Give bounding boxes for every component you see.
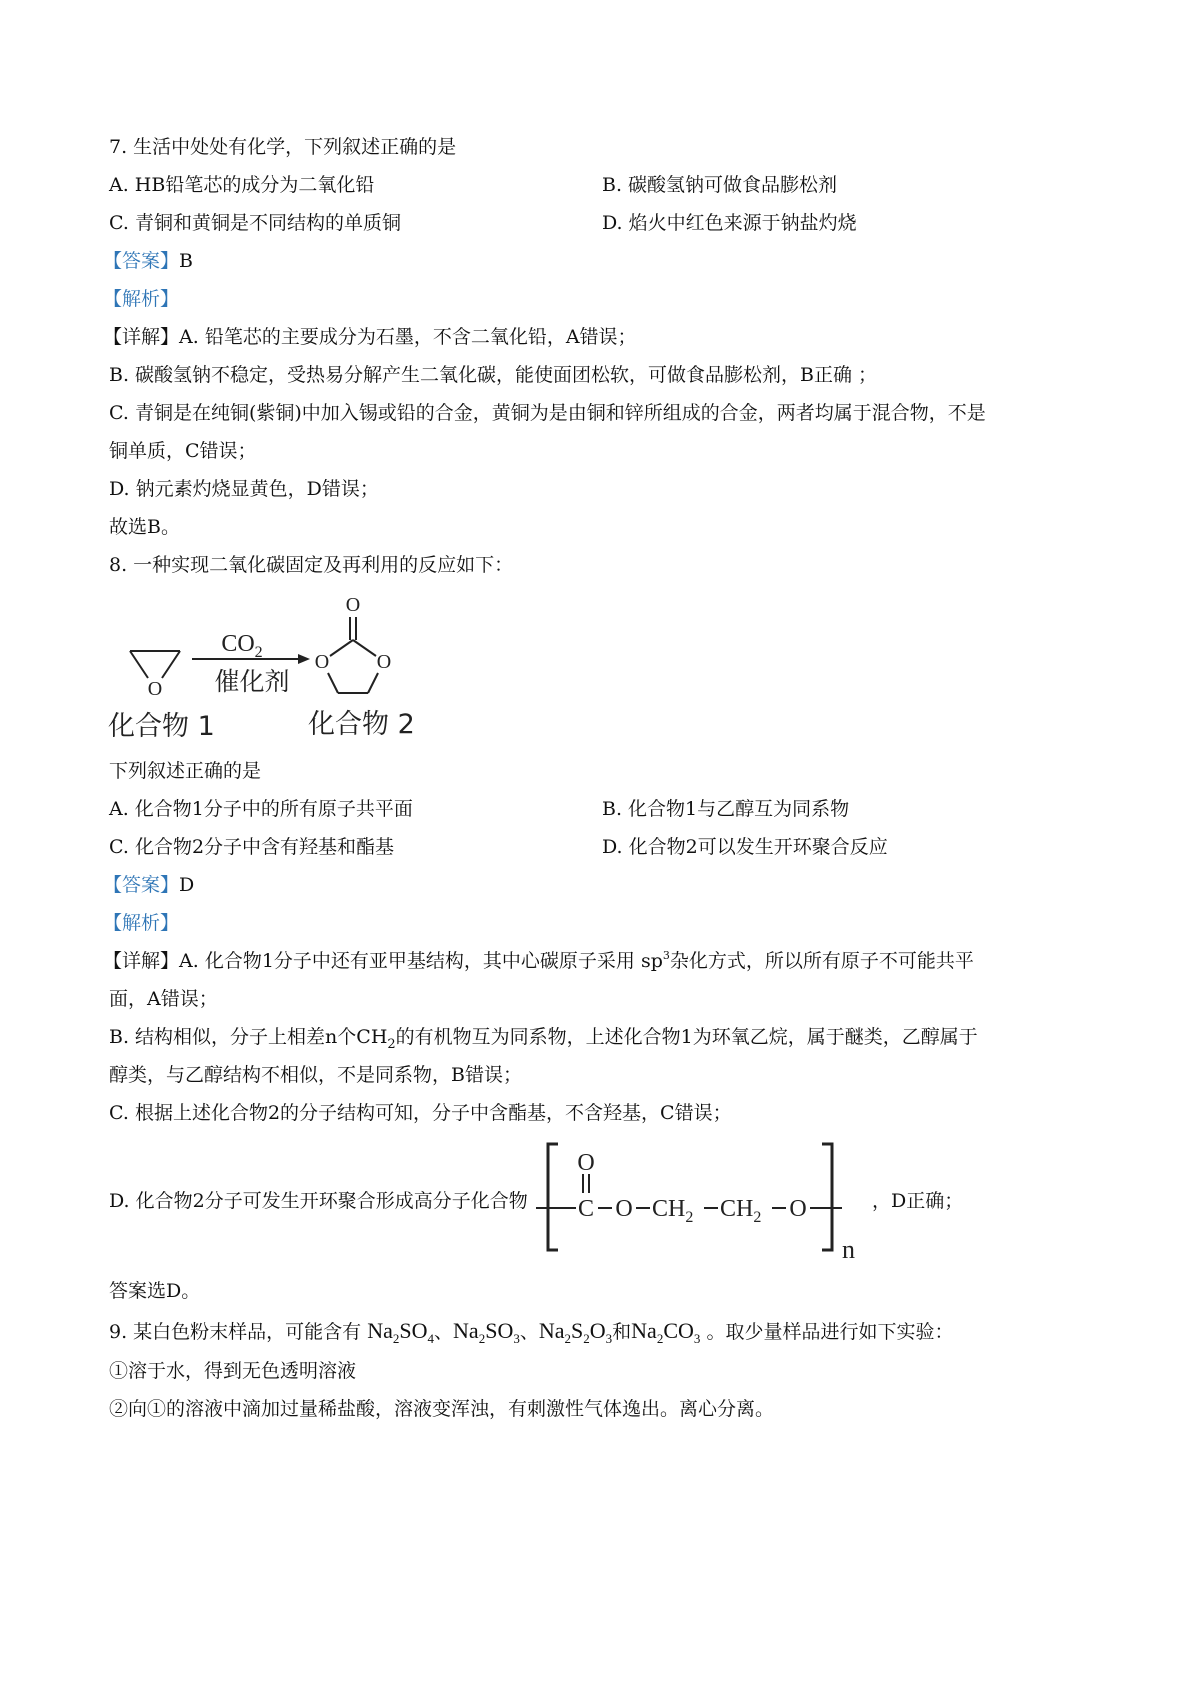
q7-option-a: A. HB铅笔芯的成分为二氧化铅 bbox=[109, 174, 375, 196]
q9-stem-post: 。取少量样品进行如下实验： bbox=[706, 1321, 954, 1343]
q7-detail-c1: C. 青铜是在纯铜(紫铜)中加入锡或铅的合金，黄铜为是由铜和锌所组成的合金，两者均属于混合物，不是 bbox=[109, 402, 986, 424]
detail-text: 的有机物互为同系物，上述化合物1为环氧乙烷，属于醚类，乙醇属于 bbox=[395, 1026, 978, 1048]
formula-na2co3: $Na_2CO_3$ bbox=[631, 1318, 701, 1346]
polymer-ch2-1: $CH_2$ bbox=[652, 1196, 694, 1226]
formula-na2so4: $Na_2SO_4$ bbox=[367, 1318, 435, 1346]
reagent-co2: $CO_2$ bbox=[221, 631, 263, 661]
q7-stem: 7. 生活中处处有化学，下列叙述正确的是 bbox=[109, 136, 457, 158]
sp3-superscript: 3 bbox=[662, 949, 670, 962]
q7-answer bbox=[103, 248, 193, 274]
connector: 和 bbox=[612, 1321, 632, 1343]
q8-option-a: A. 化合物1分子中的所有原子共平面 bbox=[109, 798, 413, 820]
separator: 、 bbox=[519, 1321, 539, 1343]
detail-text: A. 化合物1分子中还有亚甲基结构，其中心碳原子采用 sp bbox=[179, 950, 663, 972]
q8-conclusion: 答案选D。 bbox=[109, 1280, 201, 1302]
q9-stem-pre: 9. 某白色粉末样品，可能含有 bbox=[109, 1321, 362, 1343]
q9-step1: ①溶于水，得到无色透明溶液 bbox=[109, 1360, 357, 1382]
reaction-arrow bbox=[192, 631, 310, 696]
ch2-subscript: 2 bbox=[387, 1037, 396, 1052]
q9-stem bbox=[109, 1318, 953, 1345]
formula-na2so3: $Na_2SO_3$ bbox=[453, 1318, 520, 1346]
q8-option-b: B. 化合物1与乙醇互为同系物 bbox=[602, 798, 850, 820]
q8-analysis-tag: 【解析】 bbox=[103, 912, 180, 934]
q8-detail-c: C. 根据上述化合物2的分子结构可知，分子中含酯基，不含羟基，C错误； bbox=[109, 1102, 732, 1124]
formula-na2s2o3: $Na_2S_2O_3$ bbox=[538, 1318, 613, 1346]
ring-oxygen-left: O bbox=[314, 651, 330, 673]
q8-stem: 8. 一种实现二氧化碳固定及再利用的反应如下： bbox=[109, 554, 514, 576]
polymer-o2: O bbox=[789, 1196, 807, 1222]
reaction-scheme bbox=[100, 585, 440, 745]
answer-value: B bbox=[179, 250, 193, 272]
q7-detail-d: D. 钠元素灼烧显黄色，D错误； bbox=[109, 478, 379, 500]
q8-option-d: D. 化合物2可以发生开环聚合反应 bbox=[602, 836, 888, 858]
polymer-structure bbox=[536, 1138, 866, 1262]
compound1-structure bbox=[130, 651, 180, 700]
q8-detail-a1 bbox=[103, 948, 974, 974]
polymer-n: n bbox=[842, 1235, 855, 1262]
q8-answer bbox=[103, 872, 194, 898]
polymer-c: C bbox=[577, 1196, 595, 1222]
q7-option-c: C. 青铜和黄铜是不同结构的单质铜 bbox=[109, 212, 401, 234]
polymer-ch2-2: $CH_2$ bbox=[720, 1196, 762, 1226]
q8-prompt: 下列叙述正确的是 bbox=[109, 760, 262, 782]
reagent-catalyst: 催化剂 bbox=[214, 667, 290, 696]
detail-text: B. 结构相似，分子上相差n个CH bbox=[109, 1026, 388, 1048]
q7-option-b: B. 碳酸氢钠可做食品膨松剂 bbox=[602, 174, 838, 196]
q7-option-d: D. 焰火中红色来源于钠盐灼烧 bbox=[602, 212, 857, 234]
q8-detail-b2: 醇类，与乙醇结构不相似，不是同系物，B错误； bbox=[109, 1064, 522, 1086]
q8-detail-d-pre: D. 化合物2分子可发生开环聚合形成高分子化合物 bbox=[109, 1190, 528, 1212]
q9-step2: ②向①的溶液中滴加过量稀盐酸，溶液变浑浊，有刺激性气体逸出。离心分离。 bbox=[109, 1398, 775, 1420]
separator: 、 bbox=[434, 1321, 454, 1343]
polymer-carbonyl-o: O bbox=[577, 1150, 595, 1176]
detail-text: 杂化方式，所以所有原子不可能共平 bbox=[669, 950, 974, 972]
compound1-oxygen: O bbox=[147, 678, 163, 700]
q8-detail-d-post: ，D正确； bbox=[872, 1190, 964, 1212]
q8-option-c: C. 化合物2分子中含有羟基和酯基 bbox=[109, 836, 395, 858]
answer-tag: 【答案】 bbox=[103, 250, 180, 272]
carbonyl-oxygen: O bbox=[345, 594, 361, 616]
ring-oxygen-right: O bbox=[376, 651, 392, 673]
q7-analysis-tag: 【解析】 bbox=[103, 288, 180, 310]
detail-text: A. 铅笔芯的主要成分为石墨，不含二氧化铅，A错误； bbox=[179, 326, 637, 348]
answer-tag: 【答案】 bbox=[103, 874, 180, 896]
compound2-structure bbox=[315, 594, 391, 693]
q8-detail-b1 bbox=[109, 1024, 978, 1050]
q7-detail-b: B. 碳酸氢钠不稳定，受热易分解产生二氧化碳，能使面团松软，可做食品膨松剂，B正确 ； bbox=[109, 364, 878, 386]
answer-value: D bbox=[179, 874, 195, 896]
q8-detail-a2: 面，A错误； bbox=[109, 988, 218, 1010]
compound2-label: 化合物 2 bbox=[308, 709, 415, 740]
detail-tag: 【详解】 bbox=[103, 950, 180, 972]
q7-conclusion: 故选B。 bbox=[109, 516, 180, 538]
q7-detail-a bbox=[103, 324, 637, 350]
detail-tag: 【详解】 bbox=[103, 326, 180, 348]
polymer-o1: O bbox=[615, 1196, 633, 1222]
compound1-label: 化合物 1 bbox=[108, 711, 215, 742]
q7-detail-c2: 铜单质，C错误； bbox=[109, 440, 257, 462]
